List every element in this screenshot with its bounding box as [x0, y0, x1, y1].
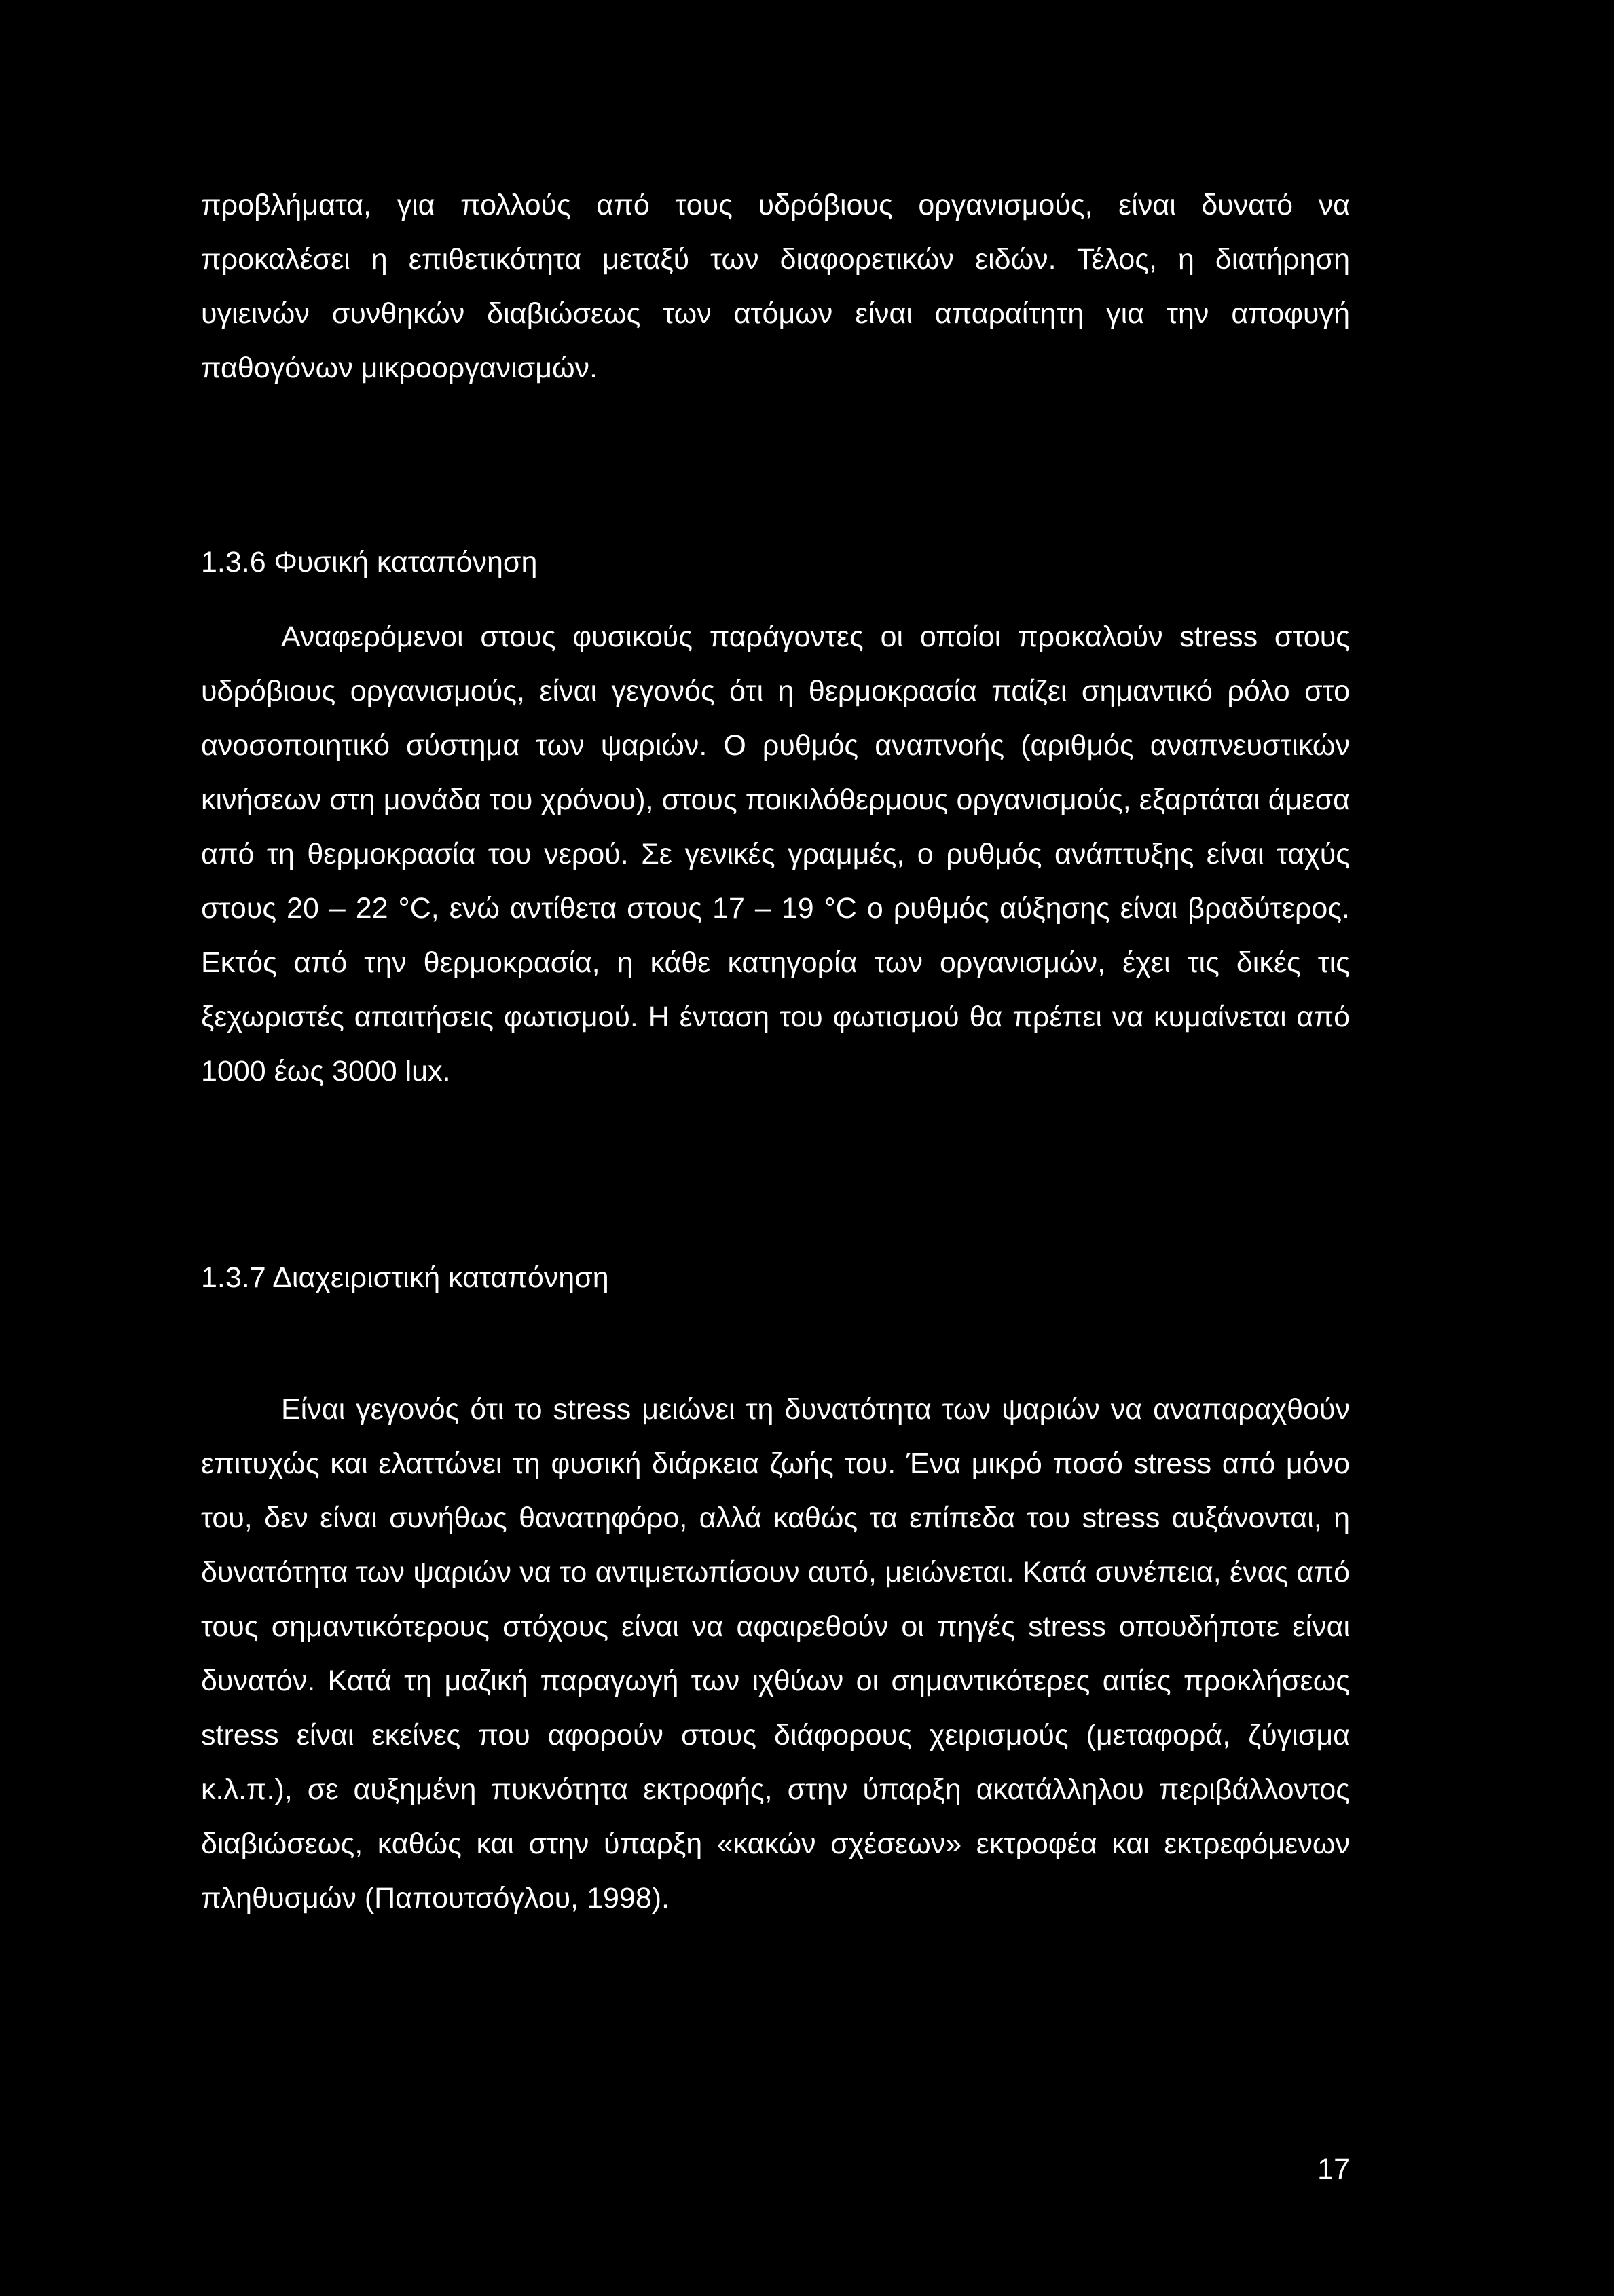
- physical-stress-paragraph: Αναφερόμενοι στους φυσικούς παράγοντες οι οποίοι προκαλούν stress στους υδρόβιους οργανισμούς, είναι γεγονός ότι η θερμοκρασία παίζει σημαντικό ρόλο στο ανοσοποιητικό σύστημα των ψαριών. Ο ρυθμός αναπνοής (αριθμός αναπνευστικών κινήσεων στη μονάδα του χρόνου), στους ποικιλόθερμους οργανισμούς, εξαρτάται άμεσα από τη θερμοκρασία του νερού. Σε γενικές γραμμές, ο ρυθμός ανάπτυξης είναι ταχύς στους 20 – 22 °C, ενώ αντίθετα στους 17 – 19 °C ο ρυθμός αύξησης είναι βραδύτερος. Εκτός από την θερμοκρασία, η κάθε κατηγορία των οργανισμών, έχει τις δικές τις ξεχωριστές απαιτήσεις φωτισμού. Η ένταση του φωτισμού θα πρέπει να κυμαίνεται από 1000 έως 3000 lux.: [201, 621, 1350, 1088]
- management-stress-paragraph: Είναι γεγονός ότι το stress μειώνει τη δυνατότητα των ψαριών να αναπαραχθούν επιτυχώς και ελαττώνει τη φυσική διάρκεια ζωής του. Ένα μικρό ποσό stress από μόνο του, δεν είναι συνήθως θανατηφόρο, αλλά καθώς τα επίπεδα του stress αυξάνονται, η δυνατότητα των ψαριών να το αντιμετωπίσουν αυτό, μειώνεται. Κατά συνέπεια, ένας από τους σημαντικότερους στόχους είναι να αφαιρεθούν οι πηγές stress οπουδήποτε είναι δυνατόν. Κατά τη μαζική παραγωγή των ιχθύων οι σημαντικότερες αιτίες προκλήσεως stress είναι εκείνες που αφορούν στους διάφορους χειρισμούς (μεταφορά, ζύγισμα κ.λ.π.), σε αυξημένη πυκνότητα εκτροφής, στην ύπαρξη ακατάλληλου περιβάλλοντος διαβιώσεως, καθώς και στην ύπαρξη «κακών σχέσεων» εκτροφέα και εκτρεφόμενων πληθυσμών (Παπουτσόγλου, 1998).: [201, 1393, 1350, 1914]
- section-heading-physical-stress: 1.3.6 Φυσική καταπόνηση: [201, 546, 538, 578]
- page-number: 17: [1317, 2153, 1350, 2185]
- intro-paragraph: προβλήματα, για πολλούς από τους υδρόβιους οργανισμούς, είναι δυνατό να προκαλέσει η επιθετικότητα μεταξύ των διαφορετικών ειδών. Τέλος, η διατήρηση υγιεινών συνθηκών διαβιώσεως των ατόμων είναι απαραίτητη για την αποφυγή παθογόνων μικροοργανισμών.: [201, 189, 1350, 384]
- section-heading-management-stress: 1.3.7 Διαχειριστική καταπόνηση: [201, 1261, 609, 1294]
